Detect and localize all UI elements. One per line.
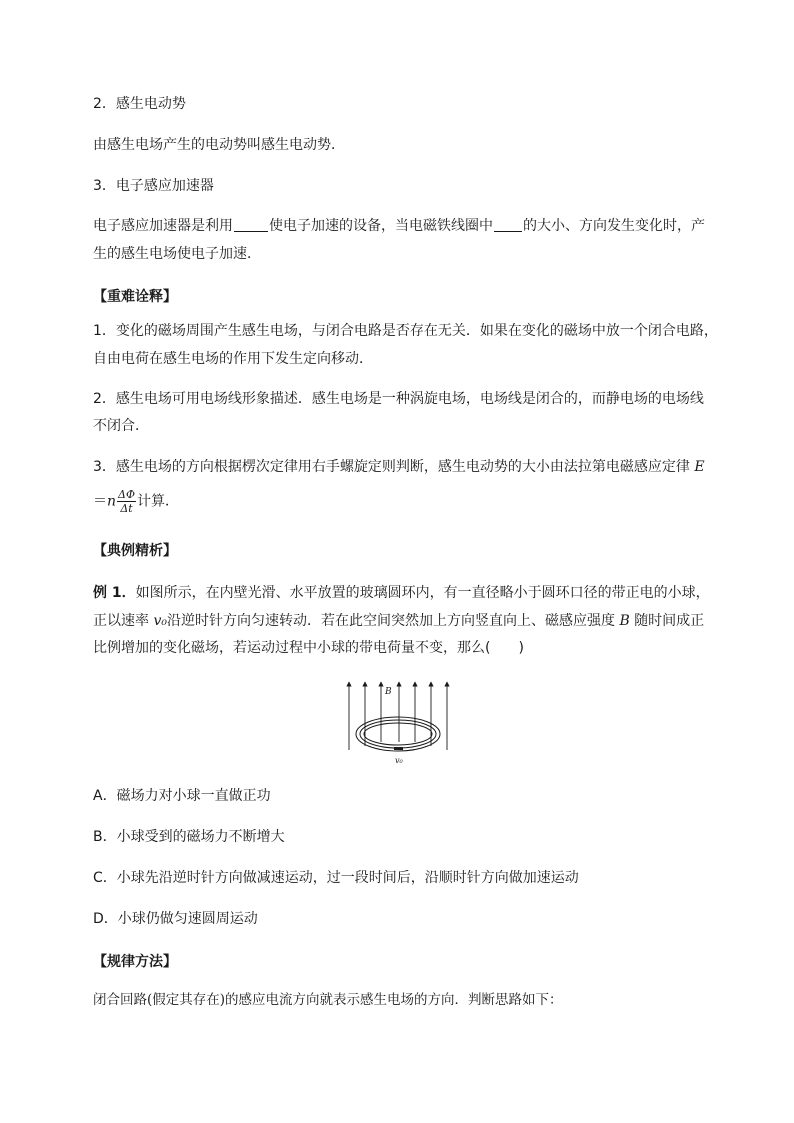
- equals-sign: ＝: [93, 493, 107, 510]
- fraction-delta-phi-over-delta-t: [117, 488, 136, 515]
- fraction-denominator: Δt: [120, 502, 133, 515]
- method-text: 闭合回路(假定其存在)的感应电流方向就表示感生电场的方向．判断思路如下：: [93, 992, 563, 1008]
- point-2-line2: 不闭合．: [93, 418, 149, 434]
- section-3-text-c: 的大小、方向发生变化时，产: [523, 218, 705, 234]
- variable-E: E: [694, 459, 705, 475]
- variable-B: B: [619, 613, 630, 629]
- example-1-line2: [93, 611, 704, 631]
- example-1-text-a: 正以速率: [93, 613, 149, 629]
- point-3-tail: 计算．: [137, 493, 179, 510]
- fill-blank-1: [234, 217, 268, 232]
- point-1-line2: 自由电荷在感生电场的作用下发生定向移动．: [93, 351, 373, 367]
- fill-blank-2: [494, 217, 522, 232]
- example-1-line3: 比例增加的变化磁场，若运动过程中小球的带电荷量不变，那么( ): [93, 640, 524, 656]
- figure-label-v0: v₀: [395, 756, 403, 765]
- example-1-text-c: 随时间成正: [634, 613, 705, 629]
- example-1-line1: [93, 583, 710, 603]
- variable-n: n: [107, 493, 117, 510]
- section-3-text-a: 电子感应加速器是利用: [93, 218, 233, 234]
- option-b: B．小球受到的磁场力不断增大: [93, 829, 285, 845]
- glass-ring: [356, 717, 440, 751]
- point-2-line1: 2．感生电场可用电场线形象描述．感生电场是一种涡旋电场，电场线是闭合的，而静电场的电场线: [93, 391, 704, 407]
- example-1-label: 例 1．: [93, 585, 136, 601]
- section-2-body: 由感生电场产生的电动势叫感生电动势．: [93, 137, 345, 153]
- point-3-text: 3．感生电场的方向根据楞次定律用右手螺旋定则判断，感生电动势的大小由法拉第电磁感应定律: [93, 459, 690, 475]
- key-points-header: 【重难诠释】: [93, 289, 177, 305]
- option-a: A．磁场力对小球一直做正功: [93, 788, 271, 804]
- point-3-line1: [93, 457, 705, 477]
- examples-header: 【典例精析】: [93, 543, 177, 559]
- example-1-text: 如图所示，在内壁光滑、水平放置的玻璃圆环内，有一直径略小于圆环口径的带正电的小球，: [135, 585, 710, 601]
- figure-label-B: B: [385, 687, 392, 697]
- method-header: 【规律方法】: [93, 954, 177, 970]
- option-d: D．小球仍做匀速圆周运动: [93, 911, 258, 927]
- fraction-numerator: ΔΦ: [118, 488, 135, 501]
- section-3-paragraph-line2: 生的感生电场使电子加速．: [93, 246, 261, 262]
- charged-ball: [394, 747, 403, 750]
- example-1-text-b: 沿逆时针方向匀速转动．若在此空间突然加上方向竖直向上、磁感应强度: [166, 613, 615, 629]
- variable-v0: v₀: [153, 613, 167, 629]
- section-2-title: 2．感生电动势: [93, 96, 186, 112]
- point-3-formula-line: [93, 488, 179, 515]
- section-3-text-b: 使电子加速的设备，当电磁铁线圈中: [269, 218, 493, 234]
- option-c: C．小球先沿逆时针方向做减速运动，过一段时间后，沿顺时针方向做加速运动: [93, 870, 579, 886]
- section-3-title: 3．电子感应加速器: [93, 178, 214, 194]
- magnetic-field-ring-figure: [340, 680, 458, 768]
- section-3-paragraph-line1: [93, 216, 705, 236]
- point-1-line1: 1．变化的磁场周围产生感生电场，与闭合电路是否存在无关．如果在变化的磁场中放一个闭合电路，: [93, 323, 718, 339]
